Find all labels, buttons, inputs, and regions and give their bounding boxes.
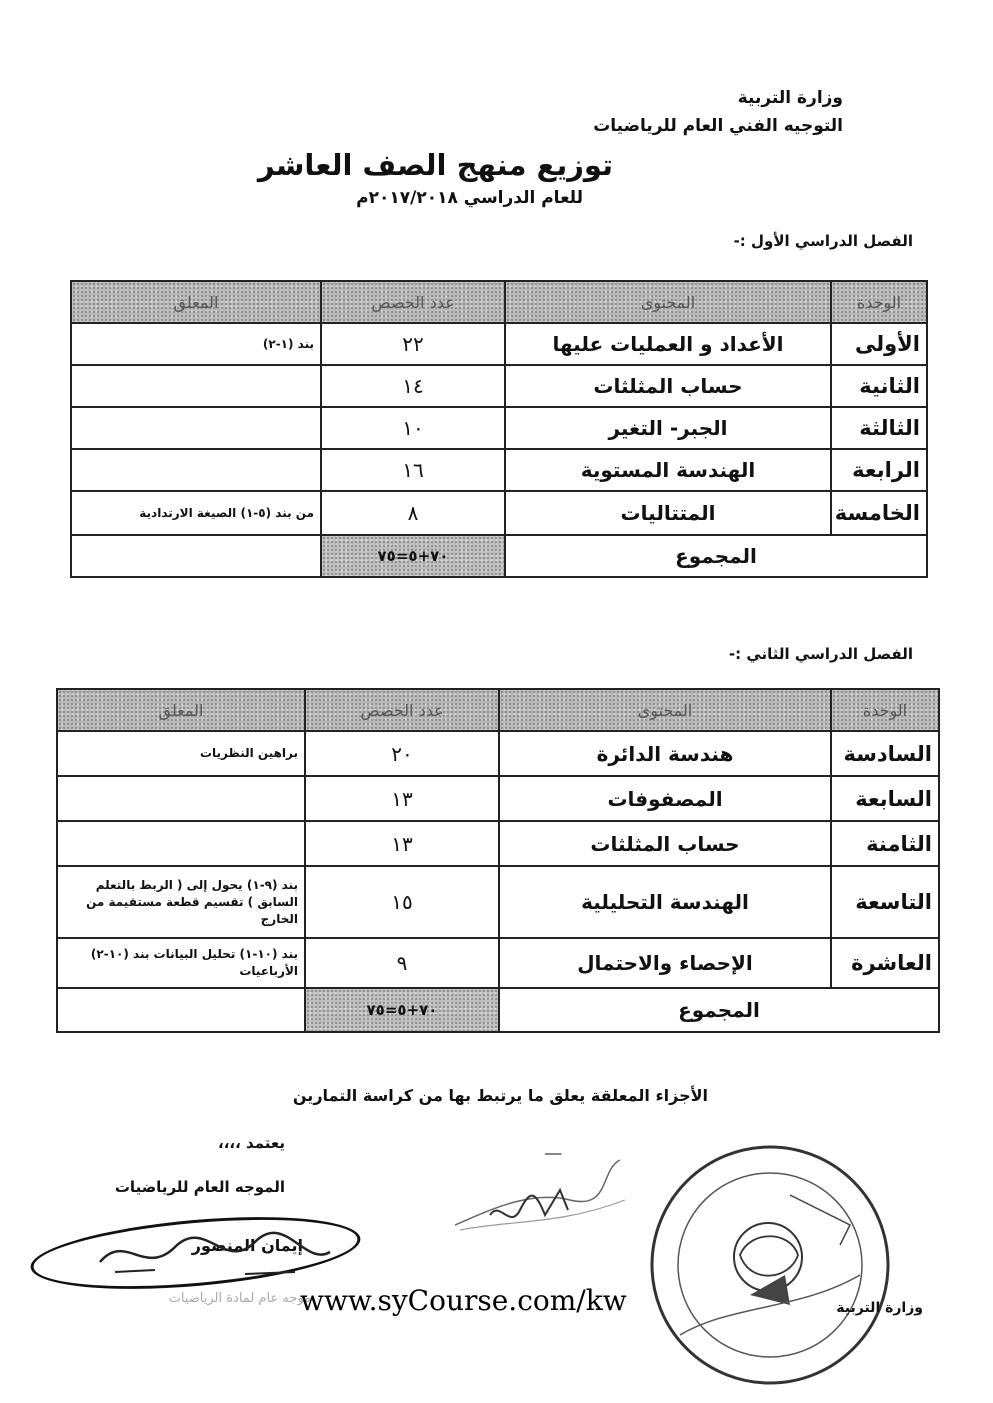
total-count: ٧٠+٥=٧٥ bbox=[305, 988, 499, 1032]
table-header-row bbox=[71, 281, 927, 323]
term2-heading: الفصل الدراسي الثاني :- bbox=[728, 645, 913, 663]
column-header-content: المحتوى bbox=[499, 689, 831, 731]
total-note-cell bbox=[57, 988, 305, 1032]
stamp-smudge: ـــ bbox=[545, 1140, 562, 1159]
ministry-name: وزارة التربية bbox=[737, 88, 843, 108]
content-cell: الهندسة التحليلية bbox=[499, 866, 831, 938]
note-cell bbox=[57, 776, 305, 821]
count-cell: ٢٢ bbox=[321, 323, 505, 365]
table-total-row bbox=[71, 535, 927, 577]
academic-year: للعام الدراسي ٢٠١٧/٢٠١٨م bbox=[356, 188, 583, 208]
unit-cell: الرابعة bbox=[831, 449, 927, 491]
content-cell: الهندسة المستوية bbox=[505, 449, 831, 491]
column-header-note: المعلق bbox=[57, 689, 305, 731]
table-row bbox=[71, 365, 927, 407]
note-cell bbox=[57, 821, 305, 866]
content-cell: الإحصاء والاحتمال bbox=[499, 938, 831, 988]
table-row bbox=[57, 731, 939, 776]
term2-table bbox=[56, 688, 940, 1033]
count-cell: ١٥ bbox=[305, 866, 499, 938]
unit-cell: السادسة bbox=[831, 731, 939, 776]
count-cell: ١٤ bbox=[321, 365, 505, 407]
column-header-count: عدد الحصص bbox=[321, 281, 505, 323]
column-header-unit: الوحدة bbox=[831, 689, 939, 731]
term1-table bbox=[70, 280, 928, 578]
approval-label: يعتمد ،،،، bbox=[218, 1134, 285, 1152]
content-cell: هندسة الدائرة bbox=[499, 731, 831, 776]
count-cell: ٩ bbox=[305, 938, 499, 988]
total-count: ٧٠+٥=٧٥ bbox=[321, 535, 505, 577]
unit-cell: الخامسة bbox=[831, 491, 927, 535]
column-header-content: المحتوى bbox=[505, 281, 831, 323]
unit-cell: التاسعة bbox=[831, 866, 939, 938]
unit-cell: السابعة bbox=[831, 776, 939, 821]
count-cell: ١٣ bbox=[305, 821, 499, 866]
count-cell: ١٠ bbox=[321, 407, 505, 449]
table-row bbox=[57, 776, 939, 821]
content-cell: المتتاليات bbox=[505, 491, 831, 535]
total-label: المجموع bbox=[505, 535, 927, 577]
unit-cell: الثامنة bbox=[831, 821, 939, 866]
table-row bbox=[71, 323, 927, 365]
note-cell: بند (٩-١) يحول إلى ( الربط بالتعلم السابق ) تقسيم قطعة مستقيمة من الخارج bbox=[57, 866, 305, 938]
unit-cell: الثالثة bbox=[831, 407, 927, 449]
supervisor-name: إيمان المنصور bbox=[191, 1236, 303, 1255]
unit-cell: الأولى bbox=[831, 323, 927, 365]
supervisor-title: الموجه العام للرياضيات bbox=[114, 1178, 285, 1196]
column-header-unit: الوحدة bbox=[831, 281, 927, 323]
content-cell: حساب المثلثات bbox=[505, 365, 831, 407]
total-label: المجموع bbox=[499, 988, 939, 1032]
seal-caption: وزارة التربية bbox=[836, 1300, 923, 1316]
content-cell: الأعداد و العمليات عليها bbox=[505, 323, 831, 365]
table-row bbox=[57, 821, 939, 866]
note-cell bbox=[71, 365, 321, 407]
inspector-signature bbox=[450, 1130, 630, 1250]
note-cell bbox=[71, 449, 321, 491]
table-header-row bbox=[57, 689, 939, 731]
unit-cell: العاشرة bbox=[831, 938, 939, 988]
table-row bbox=[57, 866, 939, 938]
note-cell: براهين النظريات bbox=[57, 731, 305, 776]
count-cell: ١٦ bbox=[321, 449, 505, 491]
faded-signature-caption: موجه عام لمادة الرياضيات bbox=[168, 1291, 311, 1306]
website-watermark: www.syCourse.com/kw bbox=[300, 1284, 627, 1317]
column-header-count: عدد الحصص bbox=[305, 689, 499, 731]
unit-cell: الثانية bbox=[831, 365, 927, 407]
note-cell: بند (١-٢) bbox=[71, 323, 321, 365]
note-cell: بند (١٠-١) تحليل البيانات بند (١٠-٢) الأرباعيات bbox=[57, 938, 305, 988]
table-total-row bbox=[57, 988, 939, 1032]
count-cell: ٨ bbox=[321, 491, 505, 535]
total-note-cell bbox=[71, 535, 321, 577]
table-row bbox=[71, 449, 927, 491]
content-cell: الجبر- التغير bbox=[505, 407, 831, 449]
table-row bbox=[57, 938, 939, 988]
page-title: توزيع منهج الصف العاشر bbox=[257, 148, 613, 182]
count-cell: ١٣ bbox=[305, 776, 499, 821]
column-header-note: المعلق bbox=[71, 281, 321, 323]
term1-heading: الفصل الدراسي الأول :- bbox=[733, 232, 913, 250]
content-cell: المصفوفات bbox=[499, 776, 831, 821]
note-cell: من بند (٥-١) الصيغة الارتدادية bbox=[71, 491, 321, 535]
content-cell: حساب المثلثات bbox=[499, 821, 831, 866]
ministry-seal bbox=[640, 1135, 900, 1395]
note-cell bbox=[71, 407, 321, 449]
signature-scribble bbox=[95, 1222, 335, 1282]
table-row bbox=[71, 491, 927, 535]
count-cell: ٢٠ bbox=[305, 731, 499, 776]
footnote: الأجزاء المعلقة يعلق ما يرتبط بها من كراسة التمارين bbox=[292, 1086, 708, 1105]
department-name: التوجيه الفني العام للرياضيات bbox=[593, 116, 843, 136]
table-row bbox=[71, 407, 927, 449]
